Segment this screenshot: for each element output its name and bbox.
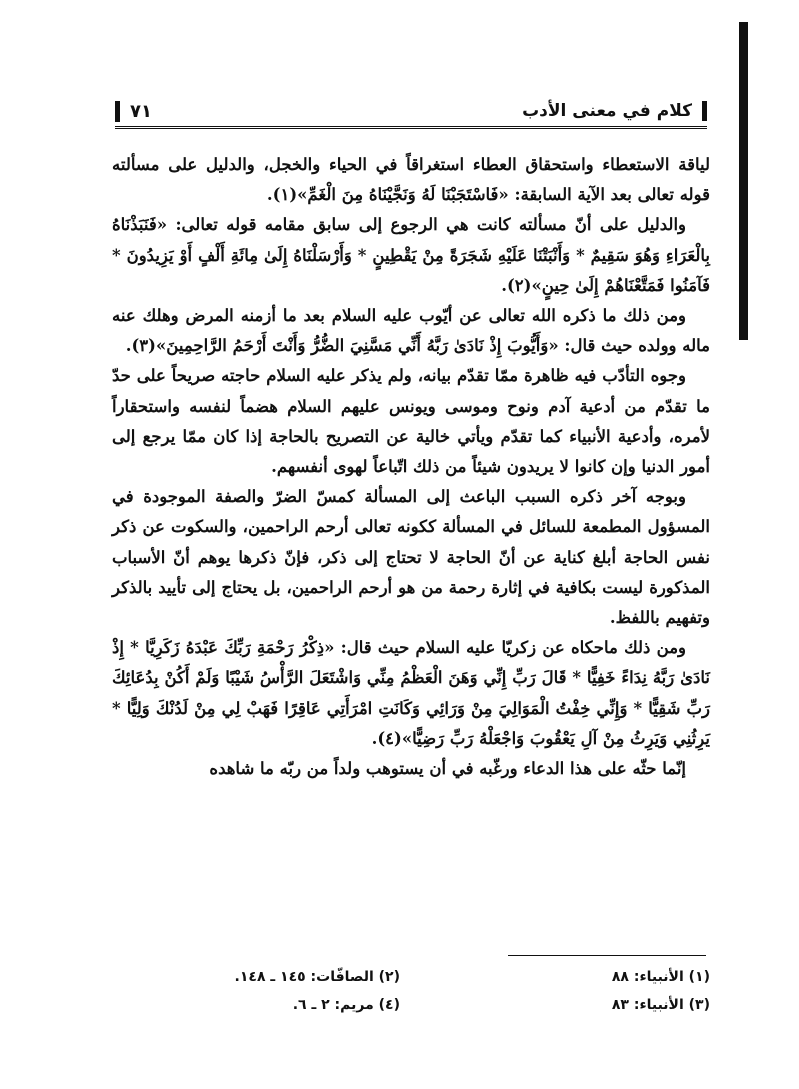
main-text: [112, 150, 710, 784]
paragraph: وبوجه آخر ذكره السبب الباعث إلى المسألة كمسّ الضرّ والصفة الموجودة في المسؤول المطمعة للسائل في المسألة ككونه تعالى أرحم الراحمين، والسكوت عن ذكر نفس الحاجة أبلغ كناية عن أنّ الحاجة لا تحتاج إلى ذكر، فإنّ ذكرها يوهم أنّ الأسباب المذكورة ليست بكافية في إثارة رحمة من هو أرحم الراحمين، بل يحتاج إلى تأييد بالذكر وتفهيم باللفظ.: [112, 487, 710, 628]
footnote: (٤) مريم: ٢ ـ ٦.: [292, 997, 400, 1013]
paragraph: لياقة الاستعطاء واستحقاق العطاء استغراقاً في الحياء والخجل، والدليل على مسألته قوله تعالى بعد الآية السابقة: «فَاسْتَجَبْنَا لَهُ وَنَجَّيْنَاهُ مِنَ الْغَمِّ»(١).: [112, 155, 710, 205]
paragraph: ومن ذلك ماحكاه عن زكريّا عليه السلام حيث قال: «ذِكْرُ رَحْمَةِ رَبِّكَ عَبْدَهُ زَكَرِيَّا * إِذْ نَادَىٰ رَبَّهُ نِدَاءً خَفِيًّا * قَالَ رَبِّ إِنِّي وَهَنَ الْعَظْمُ مِنِّي وَاشْتَعَلَ الرَّأْسُ شَيْبًا وَلَمْ أَكُنْ بِدُعَائِكَ رَبِّ شَقِيًّا * وَإِنِّي خِفْتُ الْمَوَالِيَ مِنْ وَرَائِي وَكَانَتِ امْرَأَتِي عَاقِرًا فَهَبْ لِي مِنْ لَدُنْكَ وَلِيًّا * يَرِثُنِي وَيَرِثُ مِنْ آلِ يَعْقُوبَ وَاجْعَلْهُ رَبِّ رَضِيًّا»(٤).: [112, 638, 710, 748]
page-header: [115, 96, 707, 129]
footnote: (١) الأنبياء: ٨٨: [611, 969, 710, 985]
paragraph: ومن ذلك ما ذكره الله تعالى عن أيّوب عليه السلام بعد ما أزمنه المرض وهلك عنه ماله وولده حيث قال: «وَأَيُّوبَ إِذْ نَادَىٰ رَبَّهُ أَنِّي مَسَّنِيَ الضُّرُّ وَأَنْتَ أَرْحَمُ الرَّاحِمِينَ»(٣).: [112, 306, 710, 356]
footnote: (٢) الصافّات: ١٤٥ ـ ١٤٨.: [234, 969, 400, 985]
page-number: ٧١: [115, 101, 152, 122]
page-edge-bar: [739, 22, 748, 340]
footnote-separator: [508, 955, 706, 956]
footnote: (٣) الأنبياء: ٨٣: [611, 997, 710, 1013]
footnotes: [150, 965, 710, 1017]
paragraph: إنّما حثّه على هذا الدعاء ورغّبه في أن يستوهب ولداً من ربّه ما شاهده: [209, 759, 686, 779]
running-title: كلام في معنى الأدب: [522, 101, 707, 121]
paragraph: وجوه التأدّب فيه ظاهرة ممّا تقدّم بيانه، ولم يذكر عليه السلام حاجته صريحاً على حدّ ما تقدّم من أدعية آدم ونوح وموسى ويونس عليهم السلام هضماً لنفسه واستحقاراً لأمره، وأدعية الأنبياء كما تقدّم ويأتي خالية عن التصريح بالحاجة إذا كان ممّا يرجع إلى أمور الدنيا وإن كانوا لا يريدون شيئاً من ذلك اتّباعاً لهوى أنفسهم.: [112, 366, 710, 477]
paragraph: والدليل على أنّ مسألته كانت هي الرجوع إلى سابق مقامه قوله تعالى: «فَنَبَذْنَاهُ بِالْعَرَاءِ وَهُوَ سَقِيمٌ * وَأَنْبَتْنَا عَلَيْهِ شَجَرَةً مِنْ يَقْطِينٍ * وَأَرْسَلْنَاهُ إِلَىٰ مِائَةِ أَلْفٍ أَوْ يَزِيدُونَ * فَآمَنُوا فَمَتَّعْنَاهُمْ إِلَىٰ حِينٍ»(٢).: [112, 215, 710, 295]
